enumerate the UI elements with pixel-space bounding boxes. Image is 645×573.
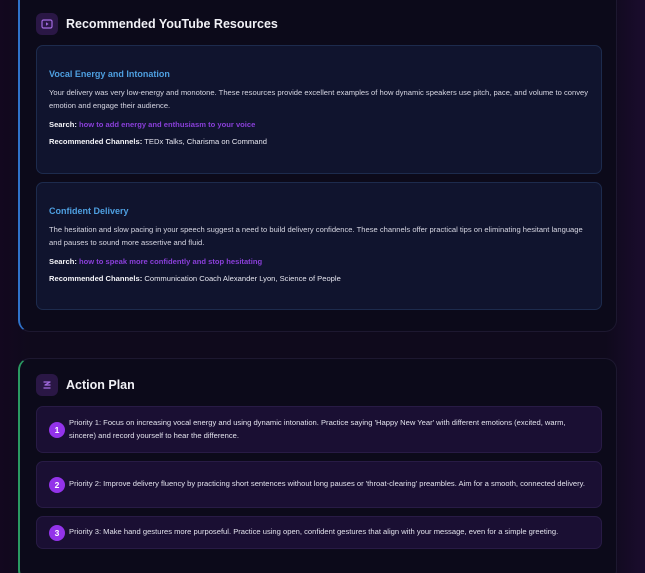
section-title: Recommended YouTube Resources <box>66 17 278 31</box>
section-header <box>36 374 135 396</box>
priority-item <box>36 406 602 453</box>
priority-text: Priority 3: Make hand gestures more purposeful. Practice using open, confident gestures that align with your message, even for a simple greeting. <box>69 527 559 537</box>
channels-label: Recommended Channels: <box>49 274 143 283</box>
priority-item <box>36 516 602 549</box>
action-plan-section <box>18 358 617 573</box>
channels-list: TEDx Talks, Charisma on Command <box>144 137 267 146</box>
channels-label: Recommended Channels: <box>49 137 143 146</box>
resource-channels <box>49 137 589 146</box>
section-title: Action Plan <box>66 378 135 392</box>
youtube-resources-section <box>18 0 617 332</box>
priority-number-badge: 3 <box>49 525 65 541</box>
resource-search <box>49 257 589 266</box>
list-steps-icon <box>36 374 58 396</box>
priority-number-badge: 2 <box>49 477 65 493</box>
resource-title: Confident Delivery <box>49 206 129 216</box>
priority-item <box>36 461 602 508</box>
resource-channels <box>49 274 589 283</box>
search-query-link[interactable]: how to add energy and enthusiasm to your voice <box>78 120 256 129</box>
search-label: Search: <box>49 120 77 129</box>
channels-list: Communication Coach Alexander Lyon, Science of People <box>144 274 341 283</box>
resource-search <box>49 120 589 129</box>
priority-text: Priority 1: Focus on increasing vocal energy and using dynamic intonation. Practice saying 'Happy New Year' with different emotions (excited, warm, sincere) and record yourself to hear the difference. <box>69 418 566 440</box>
resource-description: Your delivery was very low-energy and monotone. These resources provide excellent examples of how dynamic speakers use pitch, pace, and volume to convey emotion and engage their audience. <box>49 88 589 110</box>
priority-text: Priority 2: Improve delivery fluency by practicing short sentences without long pauses or 'throat-clearing' preambles. Aim for a smooth, connected delivery. <box>69 479 586 489</box>
resource-title: Vocal Energy and Intonation <box>49 69 170 79</box>
resource-card <box>36 45 602 174</box>
section-header <box>36 13 278 35</box>
search-label: Search: <box>49 257 77 266</box>
priority-number-badge: 1 <box>49 422 65 438</box>
resource-description: The hesitation and slow pacing in your speech suggest a need to build delivery confidence. These channels offer practical tips on eliminating hesitant language and pauses to sound more assertive and fluid. <box>49 225 583 247</box>
search-query-link[interactable]: how to speak more confidently and stop hesitating <box>78 257 263 266</box>
video-play-icon <box>36 13 58 35</box>
resource-card <box>36 182 602 310</box>
